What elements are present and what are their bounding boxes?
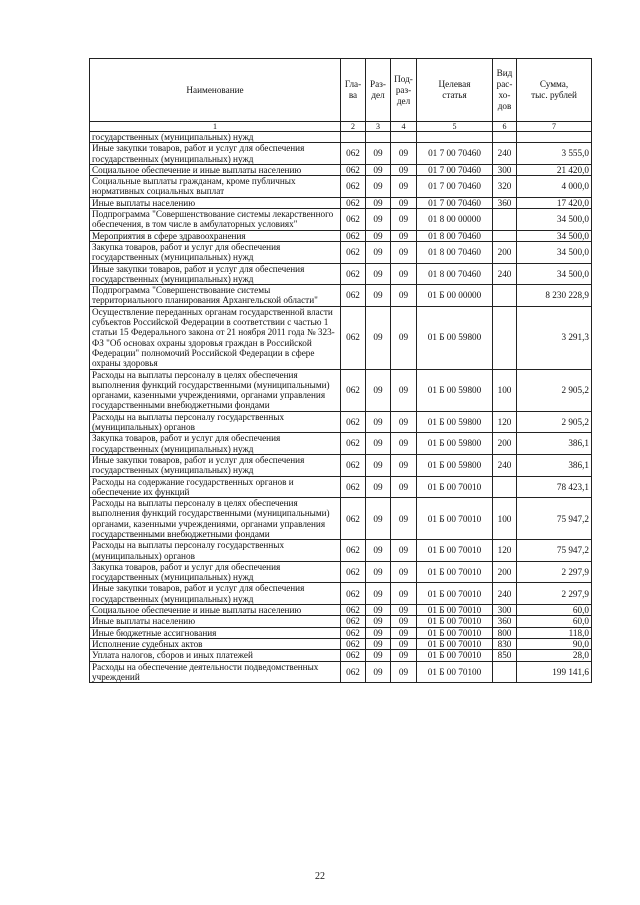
row-statya-cell: 01 8 00 70460 [417,230,493,241]
row-glava-cell: 062 [341,616,366,627]
row-name-cell: Подпрограмма "Совершенствование системы территориального планирования Архангельской области" [90,285,341,307]
row-statya-cell [417,132,493,143]
row-razdel-cell: 09 [366,369,391,411]
row-razdel-cell: 09 [366,285,391,307]
row-razdel-cell: 09 [366,230,391,241]
column-number: 7 [517,122,592,132]
header-razdel [366,59,391,122]
row-statya-cell: 01 Б 00 59800 [417,369,493,411]
row-vid-cell [493,209,517,231]
row-vid-cell: 200 [493,561,517,583]
header-podrazdel-text: Под- раз- дел [394,73,413,106]
table-row [90,650,592,661]
row-glava-cell: 062 [341,143,366,165]
row-name-cell: Социальное обеспечение и иные выплаты населению [90,605,341,616]
row-glava-cell: 062 [341,285,366,307]
row-summa-cell: 3 555,0 [517,143,592,165]
row-vid-cell: 240 [493,454,517,476]
table-row [90,498,592,540]
row-statya-cell: 01 8 00 00000 [417,209,493,231]
table-row [90,540,592,562]
row-razdel-cell: 09 [366,561,391,583]
row-podrazdel-cell: 09 [391,164,417,175]
header-vid-text: Вид рас- хо- дов [496,68,513,111]
row-podrazdel-cell: 09 [391,263,417,285]
row-glava-cell: 062 [341,176,366,198]
column-number: 6 [493,122,517,132]
row-statya-cell: 01 Б 00 59800 [417,411,493,433]
row-summa-cell: 386,1 [517,433,592,455]
row-name-cell: Иные выплаты населению [90,616,341,627]
row-podrazdel-cell: 09 [391,661,417,683]
table-row [90,230,592,241]
row-podrazdel-cell: 09 [391,306,417,369]
row-vid-cell [493,132,517,143]
row-podrazdel-cell: 09 [391,411,417,433]
table-row [90,164,592,175]
row-glava-cell: 062 [341,241,366,263]
table-row [90,411,592,433]
row-statya-cell: 01 7 00 70460 [417,176,493,198]
row-vid-cell: 360 [493,197,517,208]
table-row [90,616,592,627]
row-razdel-cell: 09 [366,605,391,616]
header-summa-text: Сумма, тыс. рублей [531,79,577,100]
row-razdel-cell: 09 [366,476,391,498]
row-statya-cell: 01 Б 00 70100 [417,661,493,683]
row-vid-cell: 200 [493,241,517,263]
row-vid-cell: 850 [493,650,517,661]
row-vid-cell: 240 [493,583,517,605]
row-summa-cell: 3 291,3 [517,306,592,369]
row-summa-cell: 34 500,0 [517,263,592,285]
row-summa-cell [517,132,592,143]
row-vid-cell: 830 [493,638,517,649]
row-razdel-cell: 09 [366,143,391,165]
row-razdel-cell: 09 [366,540,391,562]
row-statya-cell: 01 Б 00 70010 [417,583,493,605]
row-statya-cell: 01 Б 00 70010 [417,650,493,661]
row-statya-cell: 01 Б 00 70010 [417,638,493,649]
row-statya-cell: 01 8 00 70460 [417,241,493,263]
row-vid-cell: 120 [493,411,517,433]
row-vid-cell: 100 [493,498,517,540]
row-glava-cell: 062 [341,411,366,433]
table-row [90,454,592,476]
table-row [90,197,592,208]
row-podrazdel-cell: 09 [391,561,417,583]
row-name-cell: государственных (муниципальных) нужд [90,132,341,143]
row-vid-cell: 240 [493,143,517,165]
row-podrazdel-cell: 09 [391,605,417,616]
row-summa-cell: 34 500,0 [517,209,592,231]
column-number-row [90,122,592,132]
row-podrazdel-cell: 09 [391,143,417,165]
row-name-cell: Подпрограмма "Совершенствование системы лекарственного обеспечения, в том числе в амбулаторных условиях" [90,209,341,231]
row-name-cell: Уплата налогов, сборов и иных платежей [90,650,341,661]
table-row [90,369,592,411]
row-statya-cell: 01 Б 00 59800 [417,306,493,369]
row-glava-cell: 062 [341,454,366,476]
row-summa-cell: 28,0 [517,650,592,661]
row-glava-cell: 062 [341,197,366,208]
header-glava-text: Гла- ва [344,79,362,100]
row-podrazdel-cell: 09 [391,498,417,540]
row-glava-cell: 062 [341,369,366,411]
row-razdel-cell: 09 [366,411,391,433]
header-razdel-text: Раз- дел [370,79,386,100]
row-summa-cell: 34 500,0 [517,241,592,263]
row-vid-cell [493,306,517,369]
table-row [90,209,592,231]
row-statya-cell: 01 Б 00 70010 [417,498,493,540]
header-glava [341,59,366,122]
row-vid-cell: 100 [493,369,517,411]
row-podrazdel-cell: 09 [391,241,417,263]
column-number: 3 [366,122,391,132]
row-glava-cell: 062 [341,306,366,369]
row-statya-cell: 01 Б 00 70010 [417,476,493,498]
row-podrazdel-cell: 09 [391,454,417,476]
row-summa-cell: 8 230 228,9 [517,285,592,307]
row-glava-cell: 062 [341,433,366,455]
row-glava-cell [341,132,366,143]
row-glava-cell: 062 [341,561,366,583]
row-name-cell: Иные закупки товаров, работ и услуг для обеспечения государственных (муниципальных) нужд [90,583,341,605]
row-statya-cell: 01 7 00 70460 [417,143,493,165]
row-vid-cell: 800 [493,627,517,638]
row-razdel-cell: 09 [366,638,391,649]
table-row [90,241,592,263]
row-razdel-cell: 09 [366,498,391,540]
row-podrazdel-cell: 09 [391,433,417,455]
row-razdel-cell: 09 [366,306,391,369]
page-number: 22 [315,871,325,882]
row-statya-cell: 01 Б 00 70010 [417,561,493,583]
row-podrazdel-cell: 09 [391,638,417,649]
row-name-cell: Расходы на выплаты персоналу в целях обеспечения выполнения функций государственными (муниципальными) органами, казенными учреждениями, органами управления государственными внебюджетными фондами [90,369,341,411]
row-name-cell: Расходы на выплаты персоналу в целях обеспечения выполнения функций государственными (муниципальными) органами, казенными учреждениями, органами управления государственными внебюджетными фондами [90,498,341,540]
row-summa-cell: 34 500,0 [517,230,592,241]
row-podrazdel-cell: 09 [391,616,417,627]
table-row [90,583,592,605]
row-glava-cell: 062 [341,230,366,241]
row-name-cell: Расходы на выплаты персоналу государственных (муниципальных) органов [90,411,341,433]
column-number: 4 [391,122,417,132]
row-vid-cell: 300 [493,605,517,616]
row-name-cell: Расходы на выплаты персоналу государственных (муниципальных) органов [90,540,341,562]
row-podrazdel-cell: 09 [391,540,417,562]
row-podrazdel-cell [391,132,417,143]
row-statya-cell: 01 7 00 70460 [417,197,493,208]
row-vid-cell: 320 [493,176,517,198]
header-statya-text: Целевая статья [438,79,471,100]
table-row [90,306,592,369]
row-summa-cell: 2 297,9 [517,583,592,605]
row-statya-cell: 01 Б 00 59800 [417,454,493,476]
row-summa-cell: 2 905,2 [517,411,592,433]
row-statya-cell: 01 Б 00 70010 [417,627,493,638]
row-razdel-cell: 09 [366,209,391,231]
row-glava-cell: 062 [341,627,366,638]
table-row [90,476,592,498]
row-razdel-cell: 09 [366,263,391,285]
row-razdel-cell: 09 [366,433,391,455]
row-razdel-cell: 09 [366,197,391,208]
table-body [90,132,592,683]
row-glava-cell: 062 [341,476,366,498]
row-name-cell: Социальное обеспечение и иные выплаты населению [90,164,341,175]
row-glava-cell: 062 [341,209,366,231]
row-summa-cell: 118,0 [517,627,592,638]
row-name-cell: Осуществление переданных органам государственной власти субъектов Российской Федерации в соответствии с частью 1 статьи 15 Федерального закона от 21 ноября 2011 года № 323-ФЗ "Об основах охраны здоровья граждан в Российской Федерации" полномочий Российской Федерации в сфере охраны здоровья [90,306,341,369]
row-name-cell: Иные закупки товаров, работ и услуг для обеспечения государственных (муниципальных) нужд [90,263,341,285]
row-summa-cell: 199 141,6 [517,661,592,683]
row-razdel-cell: 09 [366,627,391,638]
header-podrazdel [391,59,417,122]
row-razdel-cell: 09 [366,616,391,627]
row-name-cell: Иные закупки товаров, работ и услуг для обеспечения государственных (муниципальных) нужд [90,143,341,165]
row-podrazdel-cell: 09 [391,476,417,498]
row-vid-cell [493,230,517,241]
row-summa-cell: 60,0 [517,616,592,627]
header-name: Наименование [90,59,341,122]
table-row [90,285,592,307]
table-row [90,561,592,583]
row-razdel-cell: 09 [366,454,391,476]
row-name-cell: Закупка товаров, работ и услуг для обеспечения государственных (муниципальных) нужд [90,241,341,263]
row-name-cell: Закупка товаров, работ и услуг для обеспечения государственных (муниципальных) нужд [90,561,341,583]
row-name-cell: Иные закупки товаров, работ и услуг для обеспечения государственных (муниципальных) нужд [90,454,341,476]
row-statya-cell: 01 Б 00 00000 [417,285,493,307]
row-vid-cell: 200 [493,433,517,455]
row-summa-cell: 2 297,9 [517,561,592,583]
row-podrazdel-cell: 09 [391,627,417,638]
table-row [90,433,592,455]
table-row [90,605,592,616]
row-summa-cell: 4 000,0 [517,176,592,198]
column-number: 2 [341,122,366,132]
row-name-cell: Исполнение судебных актов [90,638,341,649]
header-row [90,59,592,122]
table-row [90,263,592,285]
row-name-cell: Закупка товаров, работ и услуг для обеспечения государственных (муниципальных) нужд [90,433,341,455]
row-summa-cell: 21 420,0 [517,164,592,175]
row-summa-cell: 75 947,2 [517,498,592,540]
table-row [90,661,592,683]
row-glava-cell: 062 [341,650,366,661]
row-glava-cell: 062 [341,661,366,683]
row-name-cell: Иные бюджетные ассигнования [90,627,341,638]
row-glava-cell: 062 [341,583,366,605]
row-podrazdel-cell: 09 [391,230,417,241]
row-razdel-cell: 09 [366,176,391,198]
header-statya [417,59,493,122]
row-glava-cell: 062 [341,638,366,649]
row-summa-cell: 2 905,2 [517,369,592,411]
row-glava-cell: 062 [341,263,366,285]
row-summa-cell: 78 423,1 [517,476,592,498]
table-row [90,638,592,649]
table-row [90,627,592,638]
table-row [90,143,592,165]
row-glava-cell: 062 [341,605,366,616]
row-glava-cell: 062 [341,164,366,175]
row-vid-cell: 300 [493,164,517,175]
row-statya-cell: 01 Б 00 70010 [417,540,493,562]
row-razdel-cell [366,132,391,143]
header-summa [517,59,592,122]
row-statya-cell: 01 8 00 70460 [417,263,493,285]
row-podrazdel-cell: 09 [391,285,417,307]
row-name-cell: Мероприятия в сфере здравоохранения [90,230,341,241]
row-name-cell: Расходы на содержание государственных органов и обеспечение их функций [90,476,341,498]
row-vid-cell [493,661,517,683]
row-name-cell: Расходы на обеспечение деятельности подведомственных учреждений [90,661,341,683]
row-statya-cell: 01 Б 00 59800 [417,433,493,455]
row-podrazdel-cell: 09 [391,650,417,661]
row-razdel-cell: 09 [366,241,391,263]
row-summa-cell: 386,1 [517,454,592,476]
row-podrazdel-cell: 09 [391,176,417,198]
row-summa-cell: 17 420,0 [517,197,592,208]
row-statya-cell: 01 Б 00 70010 [417,605,493,616]
row-glava-cell: 062 [341,498,366,540]
row-razdel-cell: 09 [366,650,391,661]
column-number: 1 [90,122,341,132]
row-vid-cell [493,285,517,307]
row-summa-cell: 90,0 [517,638,592,649]
row-name-cell: Социальные выплаты гражданам, кроме публичных нормативных социальных выплат [90,176,341,198]
column-number: 5 [417,122,493,132]
budget-table [89,58,592,683]
table-row [90,132,592,143]
row-glava-cell: 062 [341,540,366,562]
row-podrazdel-cell: 09 [391,583,417,605]
row-podrazdel-cell: 09 [391,209,417,231]
row-podrazdel-cell: 09 [391,197,417,208]
row-vid-cell: 120 [493,540,517,562]
row-vid-cell: 360 [493,616,517,627]
table-row [90,176,592,198]
row-vid-cell: 240 [493,263,517,285]
row-razdel-cell: 09 [366,583,391,605]
row-name-cell: Иные выплаты населению [90,197,341,208]
row-razdel-cell: 09 [366,164,391,175]
row-statya-cell: 01 Б 00 70010 [417,616,493,627]
row-razdel-cell: 09 [366,661,391,683]
row-vid-cell [493,476,517,498]
header-vid [493,59,517,122]
row-summa-cell: 75 947,2 [517,540,592,562]
row-podrazdel-cell: 09 [391,369,417,411]
row-summa-cell: 60,0 [517,605,592,616]
row-statya-cell: 01 7 00 70460 [417,164,493,175]
